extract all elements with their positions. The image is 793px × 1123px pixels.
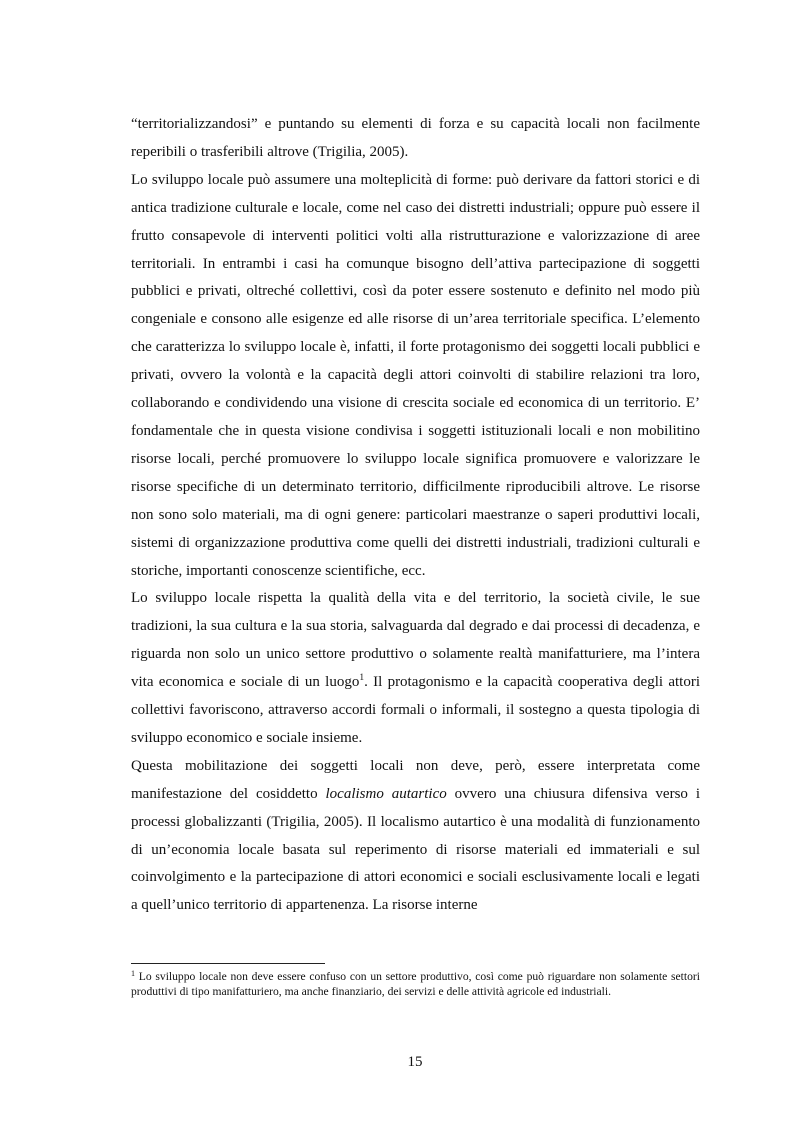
body-text: [131, 111, 700, 920]
paragraph-4: [131, 753, 700, 920]
page-number: 15: [407, 1054, 423, 1070]
paragraph-text: Lo sviluppo locale può assumere una molteplicità di forme: può derivare da fattori storici e di antica tradizione culturale e locale, come nel caso dei distretti industriali; oppure può essere il frutto consapevole di interventi politici volti alla ristrutturazione e valorizzazione di aree territoriali. In entrambi i casi ha comunque bisogno dell’attiva partecipazione di soggetti pubblici e privati, oltreché collettivi, così da poter essere sostenuto e definito nel modo più congeniale e consono alle esigenze ed alle risorse di un’area territoriale specifica. L’elemento che caratterizza lo sviluppo locale è, infatti, il forte protagonismo dei soggetti locali pubblici e privati, ovvero la volontà e la capacità degli attori coinvolti di stabilire relazioni tra loro, collaborando e condividendo una visione di crescita sociale ed economica di un territorio. E’ fondamentale che in questa visione condivisa i soggetti istituzionali locali e non mobilitino risorse locali, perché promuovere lo sviluppo locale significa promuovere e valorizzare le risorse specifiche di un determinato territorio, difficilmente riproducibili altrove. Le risorse non sono solo materiali, ma di ogni genere: particolari maestranze o saperi produttivi locali, sistemi di organizzazione produttiva come quelli dei distretti industriali, tradizioni culturali e storiche, importanti conoscenze scientifiche, ecc.: [131, 171, 700, 579]
paragraph-text: Questa mobilitazione dei soggetti locali non deve, però, essere interpretata come manifestazione del cosiddetto: [131, 757, 700, 802]
footnote-number: 1: [131, 969, 135, 978]
paragraph-2: [131, 167, 700, 586]
footnote-text: Lo sviluppo locale non deve essere confuso con un settore produttivo, così come può riguardare non solamente settori produttivi di tipo manifatturiero, ma anche finanziario, dei servizi e delle attività agricole ed industriali.: [131, 970, 700, 998]
paragraph-text: “territorializzandosi” e puntando su elementi di forza e su capacità locali non facilmente reperibili o trasferibili altrove (Trigilia, 2005).: [131, 116, 700, 160]
footnote-divider: [131, 963, 325, 964]
paragraph-1: [131, 111, 700, 167]
emphasized-term: localismo autartico: [325, 785, 447, 802]
footnote-reference[interactable]: 1: [359, 673, 365, 684]
footnote: [131, 969, 700, 999]
paragraph-text-continued: ovvero una chiusura difensiva verso i processi globalizzanti (Trigilia, 2005). Il localismo autartico è una modalità di funzionamento di un’economia locale basata sul reperimento di risorse materiali ed immateriali e sul coinvolgimento e la partecipazione di attori economici e sociali esclusivamente locali e legati a quell’unico territorio di appartenenza. La risorse interne: [131, 785, 700, 914]
paragraph-text: Lo sviluppo locale rispetta la qualità della vita e del territorio, la società civile, le sue tradizioni, la sua cultura e la sua storia, salvaguarda dal degrado e dai processi di decadenza, e riguarda non solo un unico settore produttivo o solamente realtà manifatturiere, ma l’intera vita economica e sociale di un luogo: [131, 590, 700, 691]
paragraph-3: [131, 585, 700, 752]
paragraph-text-continued: . Il protagonismo e la capacità cooperativa degli attori collettivi favoriscono, attraverso accordi formali o informali, il sostegno a questa tipologia di sviluppo economico e sociale insieme.: [131, 674, 700, 746]
